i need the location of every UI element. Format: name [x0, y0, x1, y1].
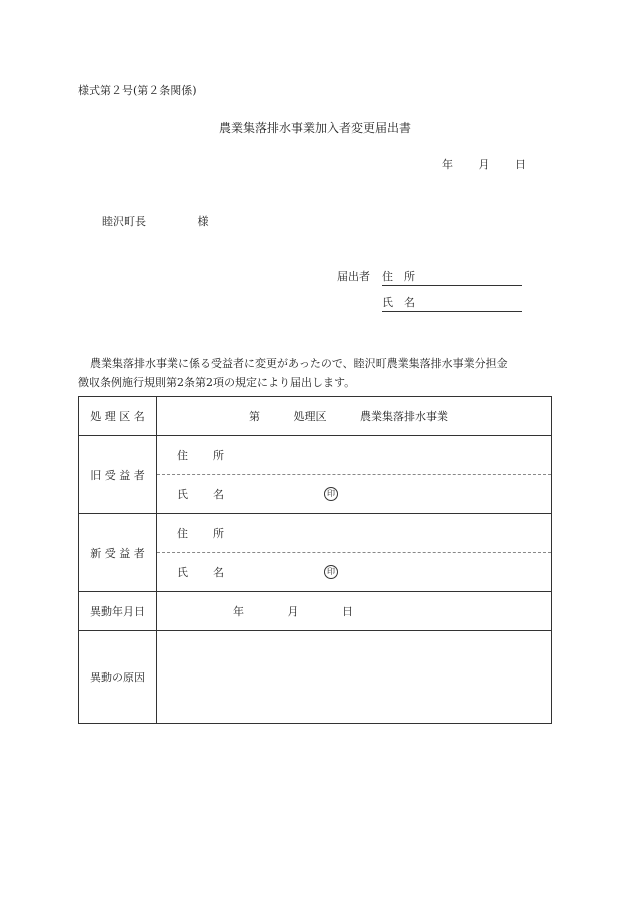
old-address-label-2: 所	[213, 449, 224, 462]
submission-date	[442, 156, 526, 172]
district-label: 処 理 区 名	[79, 397, 157, 436]
document-title: 農業集落排水事業加入者変更届出書	[218, 121, 411, 135]
notifier-name-field[interactable]: 氏 名	[382, 294, 522, 312]
old-beneficiary-name-field[interactable]	[157, 475, 551, 513]
table-row-new-beneficiary	[79, 514, 552, 592]
old-beneficiary-address-field[interactable]	[157, 436, 551, 475]
district-middle: 処理区	[293, 410, 327, 423]
date-year-label: 年	[442, 158, 453, 171]
new-address-label-1: 住	[177, 527, 188, 540]
table-row-old-beneficiary	[79, 436, 552, 514]
change-date-day: 日	[342, 605, 353, 618]
date-month-label: 月	[478, 158, 490, 171]
change-notification-table	[78, 396, 552, 724]
old-address-label-1: 住	[177, 449, 188, 462]
body-text	[78, 354, 558, 392]
new-beneficiary-name-field[interactable]	[157, 553, 551, 591]
new-beneficiary-address-field[interactable]	[157, 514, 551, 553]
body-text-line-2: 徴収条例施行規則第2条第2項の規定により届出します。	[78, 376, 356, 389]
addressee	[102, 213, 209, 229]
district-value[interactable]	[157, 397, 552, 436]
table-row-change-date	[79, 592, 552, 631]
table-row-district	[79, 397, 552, 436]
old-name-label-2: 名	[213, 488, 224, 501]
change-date-label: 異動年月日	[79, 592, 157, 631]
district-suffix: 農業集落排水事業	[360, 410, 448, 423]
new-beneficiary-label: 新 受 益 者	[79, 514, 157, 592]
change-date-field[interactable]	[157, 592, 552, 631]
cause-field[interactable]	[157, 631, 552, 724]
district-prefix: 第	[249, 410, 260, 423]
table-row-cause	[79, 631, 552, 724]
form-number: 様式第２号(第２条関係)	[78, 84, 197, 97]
addressee-honorific: 様	[197, 215, 209, 228]
change-date-year: 年	[233, 605, 244, 618]
seal-icon: 印	[324, 487, 338, 501]
new-name-label-1: 氏	[177, 566, 188, 579]
notifier-label: 届出者	[337, 270, 370, 283]
new-beneficiary-fields	[157, 514, 552, 592]
cause-label: 異動の原因	[79, 631, 157, 724]
old-beneficiary-fields	[157, 436, 552, 514]
addressee-name: 睦沢町長	[102, 215, 146, 228]
date-day-label: 日	[515, 158, 526, 171]
notifier-address-field[interactable]: 住 所	[382, 268, 522, 286]
body-text-line-1: 農業集落排水事業に係る受益者に変更があったので、睦沢町農業集落排水事業分担金	[90, 357, 508, 370]
new-address-label-2: 所	[213, 527, 224, 540]
new-name-label-2: 名	[213, 566, 224, 579]
old-name-label-1: 氏	[177, 488, 188, 501]
old-beneficiary-label: 旧 受 益 者	[79, 436, 157, 514]
change-date-month: 月	[287, 605, 299, 618]
seal-icon: 印	[324, 565, 338, 579]
